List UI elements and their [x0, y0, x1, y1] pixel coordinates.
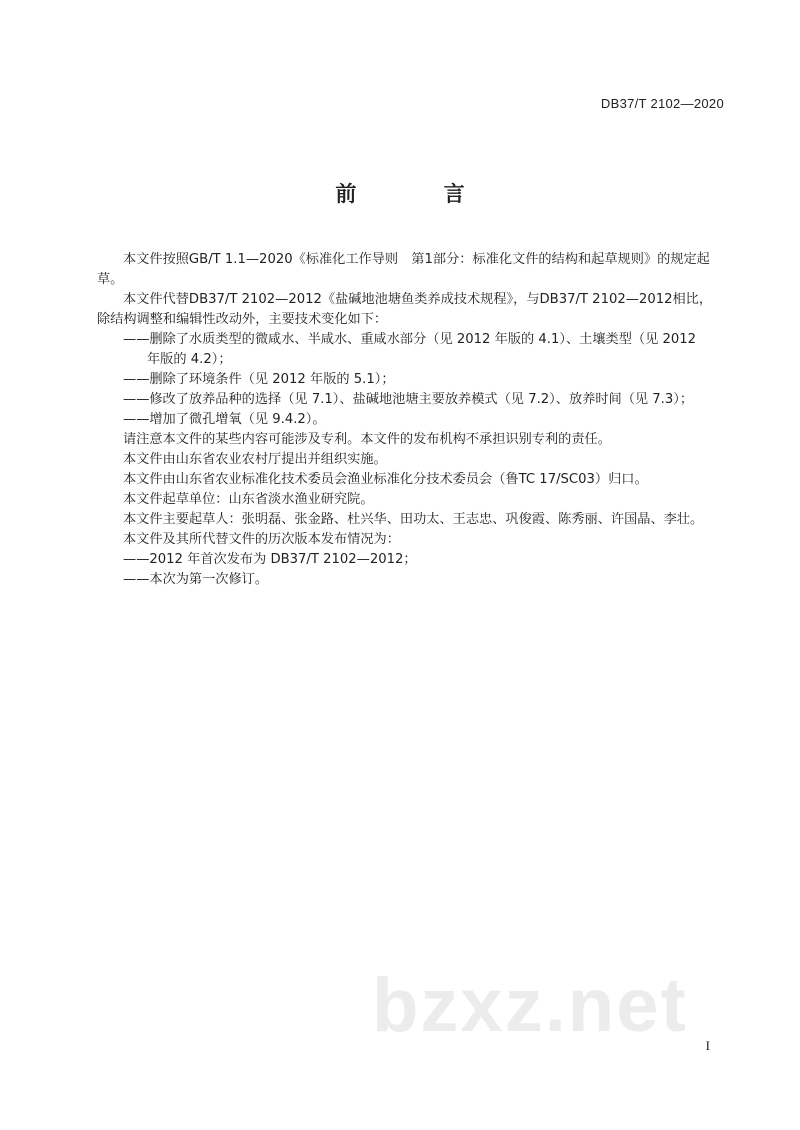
document-code: DB37/T 2102—2020	[600, 96, 724, 111]
watermark-logo: bzxz.net	[372, 963, 688, 1048]
change-item-removed-environment: ——删除了环境条件（见 2012 年版的 5.1）；	[123, 372, 395, 387]
paragraph-drafting-rules: 本文件按照GB/T 1.1—2020《标准化工作导则 第1部分：标准化文件的结构和起草规则》的规定起草。	[97, 252, 710, 287]
page-title: 前 言	[335, 182, 505, 206]
foreword-body	[97, 250, 725, 590]
change-item-removed-water-soil	[97, 330, 725, 370]
change-item-added-aeration: ——增加了微孔增氧（见 9.4.2）。	[123, 412, 326, 427]
paragraph-proposer: 本文件由山东省农业农村厅提出并组织实施。	[123, 452, 387, 467]
change-item-text-continued: 年版的 4.2）；	[147, 352, 232, 367]
paragraph-replacement: 本文件代替DB37/T 2102—2012《盐碱地池塘鱼类养成技术规程》，与DB37/T 2102—2012相比，除结构调整和编辑性改动外，主要技术变化如下：	[97, 292, 713, 327]
page-number: I	[705, 1038, 710, 1053]
paragraph-patent-notice: 请注意本文件的某些内容可能涉及专利。本文件的发布机构不承担识别专利的责任。	[123, 432, 611, 447]
paragraph-drafters: 本文件主要起草人：张明磊、张金路、杜兴华、田功太、王志忠、巩俊霞、陈秀丽、许国晶、李壮。	[123, 512, 704, 527]
change-item-modified-stocking: ——修改了放养品种的选择（见 7.1）、盐碱地池塘主要放养模式（见 7.2）、放养时间（见 7.3）；	[123, 392, 694, 407]
paragraph-drafting-unit: 本文件起草单位：山东省淡水渔业研究院。	[123, 492, 374, 507]
paragraph-version-history: 本文件及其所代替文件的历次版本发布情况为：	[123, 532, 400, 547]
paragraph-committee: 本文件由山东省农业标准化技术委员会渔业标准化分技术委员会（鲁TC 17/SC03）归口。	[123, 472, 648, 487]
history-item-current-revision: ——本次为第一次修订。	[123, 572, 269, 587]
change-item-text: ——删除了水质类型的微咸水、半咸水、重咸水部分（见 2012 年版的 4.1）、土壤类型（见 2012	[123, 332, 697, 347]
history-item-first-release: ——2012 年首次发布为 DB37/T 2102—2012；	[123, 552, 417, 567]
